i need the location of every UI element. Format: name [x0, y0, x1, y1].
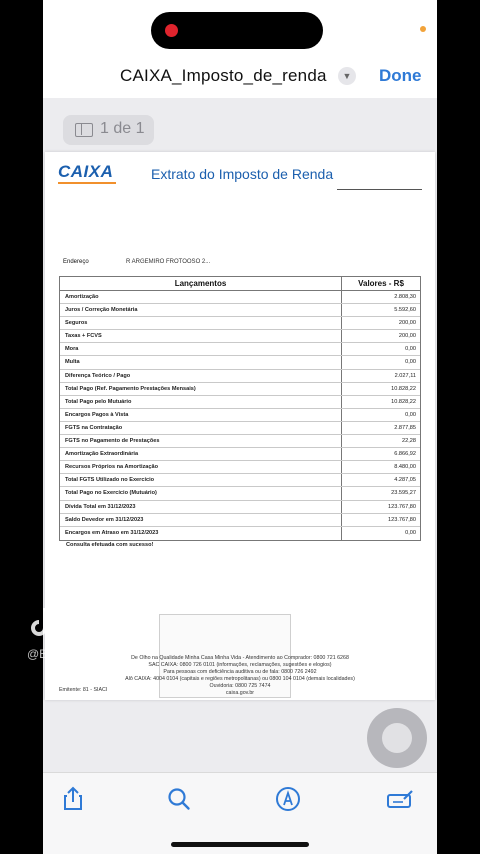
row-value: 0,00 — [405, 529, 416, 536]
table-row — [60, 422, 420, 435]
row-value: 4.287,05 — [394, 477, 416, 484]
page-title: Extrato do Imposto de Renda — [151, 166, 334, 182]
row-label: Saldo Devedor em 31/12/2023 — [60, 514, 342, 526]
row-value: 0,00 — [405, 346, 416, 353]
watermark-handle: @BiiandiasCamlo — [27, 647, 123, 661]
row-label: Diferença Teórico / Pago — [60, 370, 342, 382]
home-indicator — [171, 842, 309, 847]
pdf-page — [45, 152, 435, 700]
footer-line: SAC CAIXA: 0800 726 0101 (informações, reclamações, sugestões e elogios) — [148, 662, 332, 668]
table-header — [60, 277, 420, 291]
table-row — [60, 461, 420, 474]
table-row — [60, 448, 420, 461]
row-value: 6.866,92 — [394, 451, 416, 458]
tiktok-logo-icon — [27, 605, 61, 641]
row-label: Dívida Total em 31/12/2023 — [60, 501, 342, 513]
footer-line: De Olho na Qualidade Minha Casa Minha Vida - Atendimento ao Comprador: 0800 721 6268 — [131, 655, 349, 661]
row-value: 5.592,60 — [394, 307, 416, 314]
page-indicator-label: 1 de 1 — [100, 120, 145, 137]
recording-indicator — [165, 24, 178, 37]
endereco-value: R ARGEMIRO FROTOOSO 2... — [126, 259, 211, 265]
row-label: Encargos em Atraso em 31/12/2023 — [60, 527, 342, 540]
table-row — [60, 291, 420, 304]
footer-line: caixa.gov.br — [225, 690, 255, 696]
row-value: 200,00 — [398, 320, 416, 327]
search-icon[interactable] — [165, 785, 193, 813]
assistive-touch-button[interactable] — [367, 708, 427, 768]
row-value: 23.595,27 — [391, 490, 416, 497]
row-label: Seguros — [60, 317, 342, 329]
fill-sign-icon[interactable] — [386, 785, 414, 813]
row-value: 10.828,22 — [391, 385, 416, 392]
table-row — [60, 330, 420, 343]
row-value: 123.767,80 — [388, 503, 416, 510]
row-value: 8.480,00 — [394, 464, 416, 471]
caixa-logo: CAIXA — [58, 162, 114, 181]
row-label: Amortização — [60, 291, 342, 303]
table-row — [60, 474, 420, 487]
footer-line: Ouvidoria: 0800 725 7474 — [209, 683, 271, 689]
table-row — [60, 317, 420, 330]
table-row — [60, 435, 420, 448]
row-label: Total FGTS Utilizado no Exercício — [60, 474, 342, 486]
table-row — [60, 383, 420, 396]
row-label: FGTS no Pagamento de Prestações — [60, 435, 342, 447]
column-header-valores: Valores - R$ — [358, 279, 404, 288]
row-label: Mora — [60, 343, 342, 355]
row-value: 2.877,85 — [394, 424, 416, 431]
row-value: 0,00 — [405, 411, 416, 418]
row-value: 2.808,30 — [394, 294, 416, 300]
endereco-label: Endereço — [63, 259, 89, 265]
row-label: FGTS na Contratação — [60, 422, 342, 434]
table-row — [60, 370, 420, 383]
row-value: 123.767,80 — [388, 516, 416, 523]
footer-line: Alô CAIXA: 4004 0104 (capitais e regiões metropolitanas) ou 0800 104 0104 (demais localidades) — [125, 676, 355, 682]
table-row — [60, 501, 420, 514]
row-value: 22,28 — [402, 438, 416, 445]
document-top-bar — [43, 56, 437, 98]
row-label: Recursos Próprios na Amortização — [60, 461, 342, 473]
logo-underline — [58, 182, 116, 184]
markup-icon[interactable] — [274, 785, 302, 813]
table-row — [60, 487, 420, 500]
row-value: 0,00 — [405, 359, 416, 366]
header-divider — [337, 189, 422, 190]
row-label: Taxas + FCVS — [60, 330, 342, 342]
bottom-toolbar — [43, 772, 437, 854]
row-label: Juros / Correção Monetária — [60, 304, 342, 316]
dynamic-island — [151, 12, 323, 49]
row-label: Encargos Pagos à Vista — [60, 409, 342, 421]
table-row — [60, 356, 420, 369]
privacy-indicator — [420, 26, 426, 32]
table-row — [60, 527, 420, 540]
footer-contacts — [75, 655, 405, 697]
row-label: Total Pago pelo Mutuário — [60, 396, 342, 408]
footer-line: Para pessoas com deficiência auditiva ou de fala: 0800 726 2492 — [163, 669, 317, 675]
row-label: Amortização Extraordinária — [60, 448, 342, 460]
row-label: Total Pago no Exercício (Mutuário) — [60, 487, 342, 499]
emitente-label: Emitente: 81 - SIACI — [59, 687, 108, 693]
status-message: Consulta efetuada com sucesso! — [66, 542, 154, 548]
document-title[interactable]: CAIXA_Imposto_de_renda — [120, 66, 327, 85]
row-value: 10.828,22 — [391, 398, 416, 405]
page-indicator[interactable] — [63, 115, 154, 145]
column-header-lancamentos: Lançamentos — [60, 277, 342, 290]
table-row — [60, 396, 420, 409]
row-label: Total Pago (Ref. Pagamento Prestações Mensais) — [60, 383, 342, 395]
table-row — [60, 514, 420, 527]
sidebar-icon — [75, 123, 93, 137]
table-row — [60, 304, 420, 317]
pdf-viewer[interactable] — [43, 98, 437, 772]
chevron-down-icon[interactable]: ▼ — [338, 67, 356, 85]
share-icon[interactable] — [59, 785, 87, 813]
row-value: 2.027,11 — [394, 372, 416, 379]
row-value: 200,00 — [398, 333, 416, 340]
lancamentos-table — [59, 276, 421, 541]
row-label: Multa — [60, 356, 342, 368]
table-row — [60, 343, 420, 356]
done-button[interactable]: Done — [379, 66, 422, 85]
table-row — [60, 409, 420, 422]
